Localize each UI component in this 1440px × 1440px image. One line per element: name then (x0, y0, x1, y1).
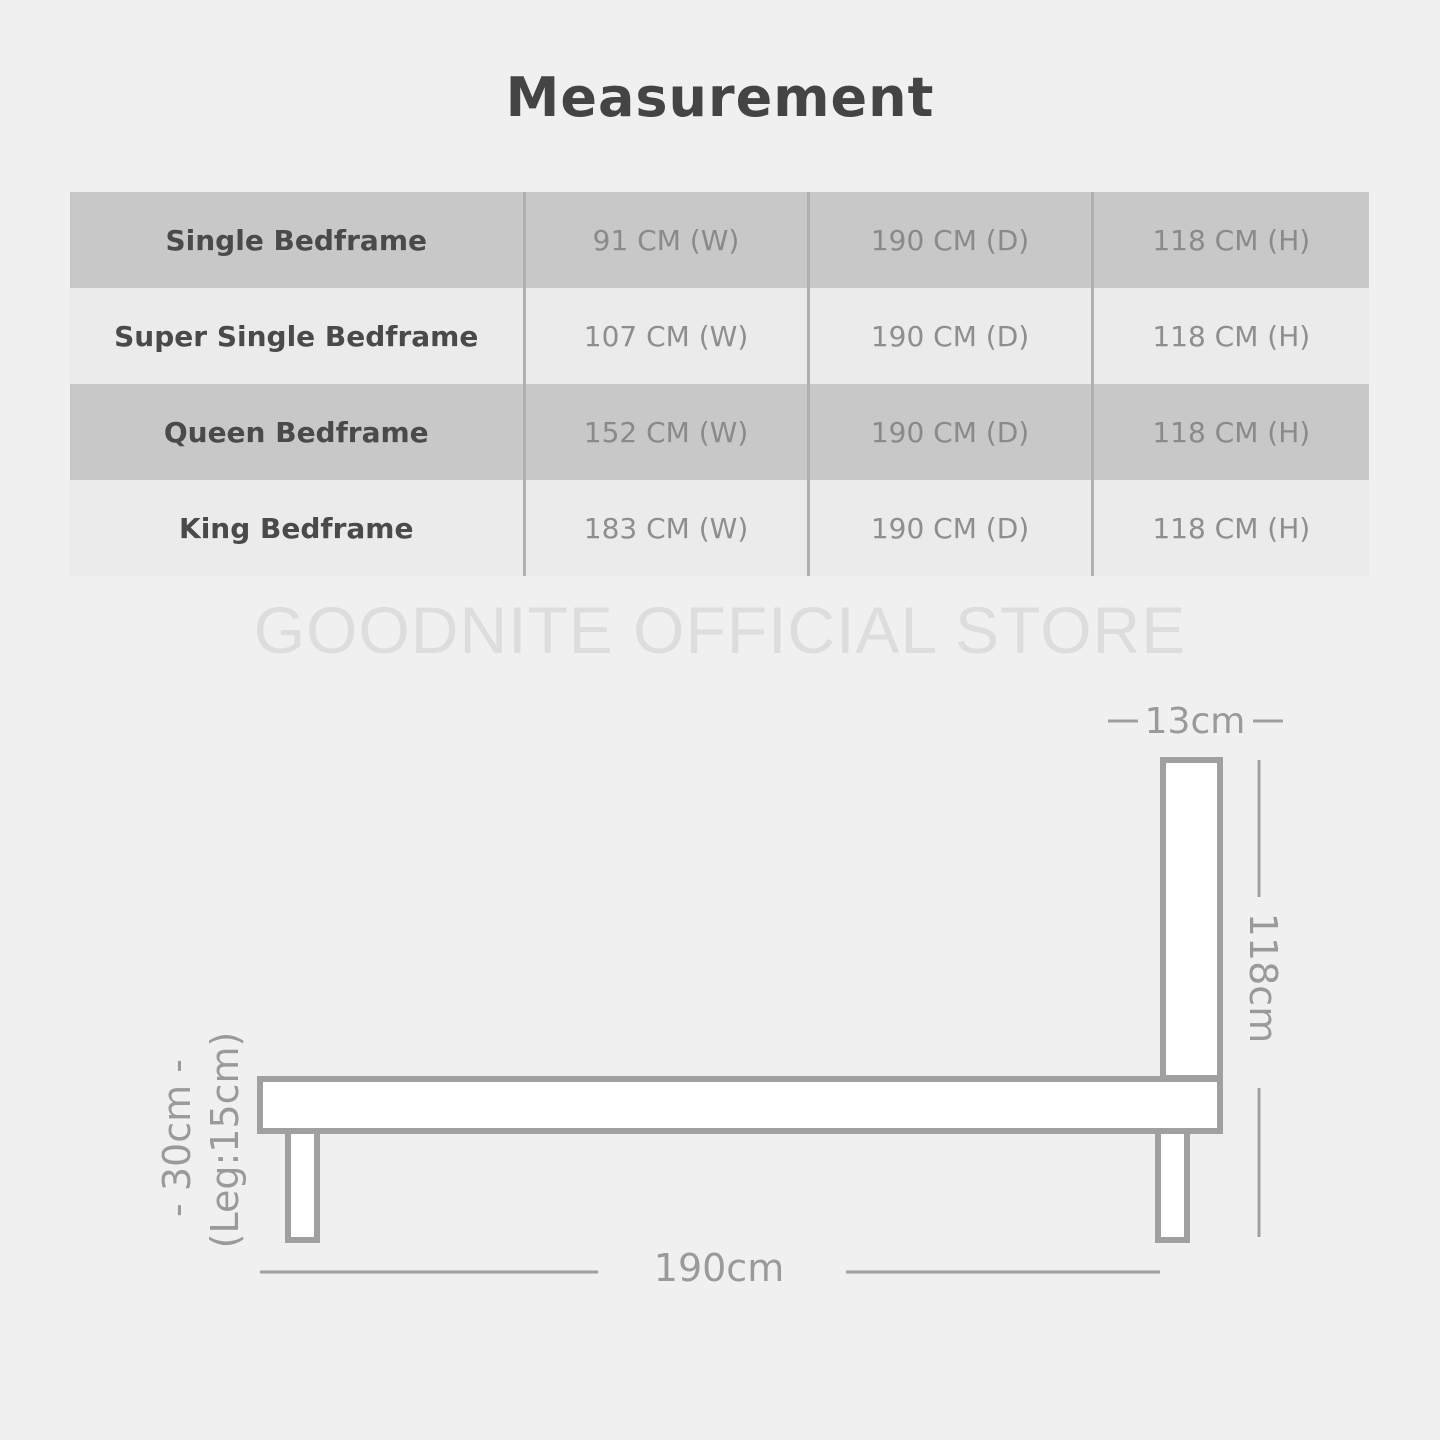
store-watermark: GOODNITE OFFICIAL STORE (253, 593, 1187, 667)
bedframe-name: King Bedframe (70, 480, 524, 576)
front-leg-outline (288, 1131, 317, 1240)
width-value: 183 CM (W) (524, 480, 808, 576)
back-leg-outline (1158, 1131, 1187, 1240)
height-value: 118 CM (H) (1092, 288, 1369, 384)
width-value: 91 CM (W) (524, 192, 808, 288)
depth-value: 190 CM (D) (808, 480, 1092, 576)
page-title: Measurement (505, 66, 935, 129)
width-value: 152 CM (W) (524, 384, 808, 480)
bedframe-name: Single Bedframe (70, 192, 524, 288)
bedframe-name: Super Single Bedframe (70, 288, 524, 384)
height-value: 118 CM (H) (1092, 384, 1369, 480)
depth-value: 190 CM (D) (808, 192, 1092, 288)
bed-base-outline (260, 1079, 1220, 1131)
headboard-outline (1163, 760, 1220, 1078)
height-value: 118 CM (H) (1092, 480, 1369, 576)
depth-value: 190 CM (D) (808, 384, 1092, 480)
height-value: 118 CM (H) (1092, 192, 1369, 288)
leg-height-label: (Leg:15cm) (203, 1031, 247, 1249)
width-value: 107 CM (W) (524, 288, 808, 384)
height-label: 118cm (1241, 912, 1285, 1044)
length-label: 190cm (653, 1246, 785, 1290)
bed-height-label: - 30cm - (155, 1059, 199, 1217)
thickness-label: 13cm (1144, 701, 1246, 742)
bedframe-name: Queen Bedframe (70, 384, 524, 480)
depth-value: 190 CM (D) (808, 288, 1092, 384)
